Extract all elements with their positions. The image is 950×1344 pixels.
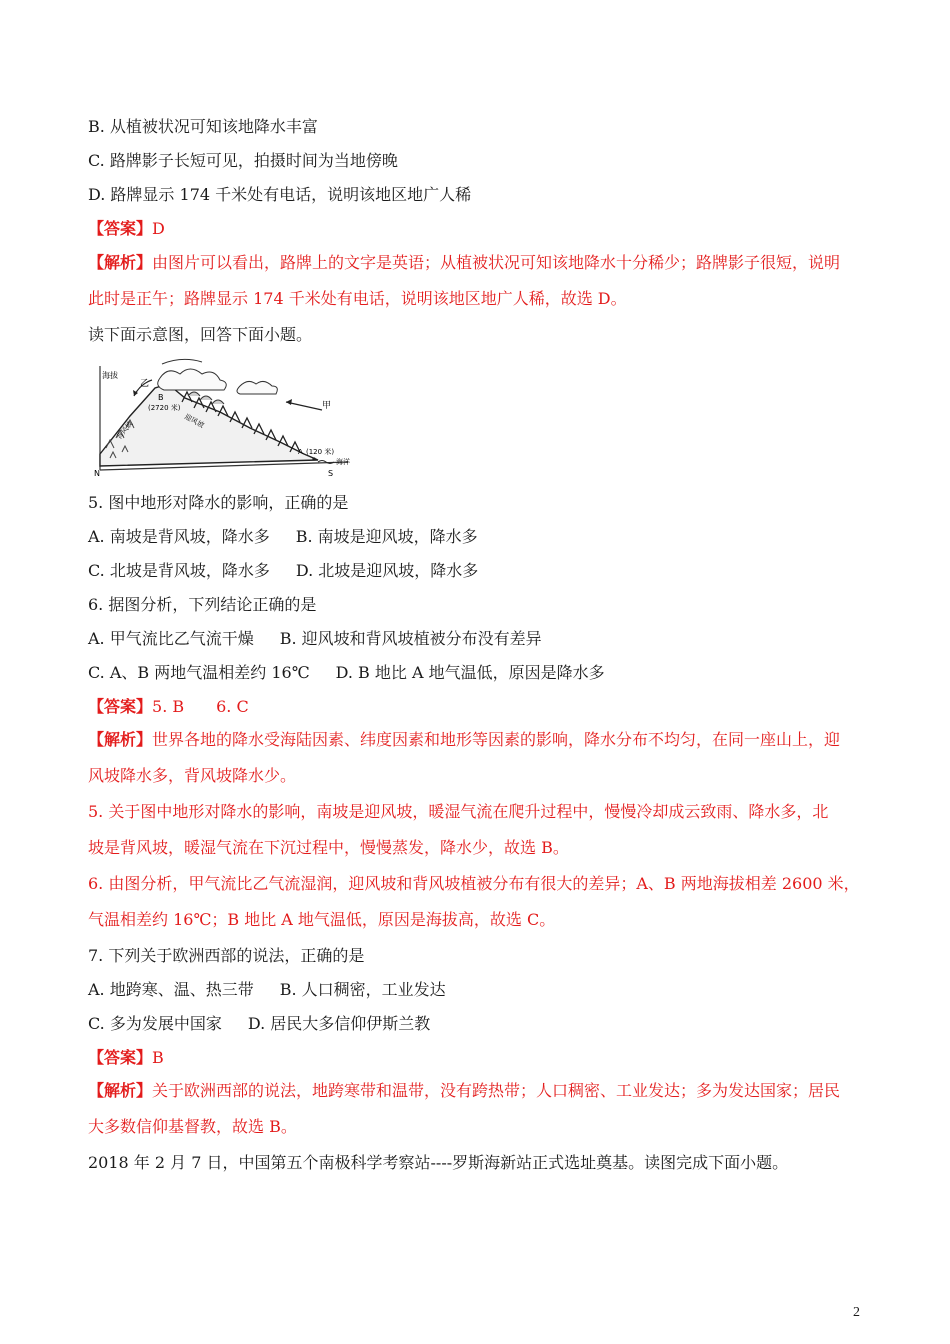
q5-explanation-line-2: 坡是背风坡，暖湿气流在下沉过程中，慢慢蒸发，降水少，故选 B。 xyxy=(88,838,569,857)
answer-tag: 【答案】 xyxy=(88,697,153,716)
q5-options-ab xyxy=(88,526,478,548)
south-label: S xyxy=(328,469,334,478)
next-section-intro: 2018 年 2 月 7 日，中国第五个南极科学考察站----罗斯海新站正式选址奠基。读图完成下面小题。 xyxy=(88,1153,789,1172)
q7-option-a: A. 地跨寒、温、热三带 xyxy=(88,980,254,999)
q7-explanation-line-2: 大多数信仰基督教，故选 B。 xyxy=(88,1117,297,1136)
cloud xyxy=(158,369,227,390)
q56-explanation-line-2: 风坡降水多，背风坡降水少。 xyxy=(88,766,297,785)
airflow-jia-arrowhead xyxy=(286,399,292,405)
q4-option-b: B. 从植被状况可知该地降水丰富 xyxy=(88,117,318,136)
explanation-tag: 【解析】 xyxy=(88,253,153,272)
q4-explanation-line-1 xyxy=(88,252,840,274)
cloud-small xyxy=(237,381,277,394)
q5-options-cd xyxy=(88,560,478,582)
answer-tag: 【答案】 xyxy=(88,219,153,238)
peak-label: B xyxy=(158,393,164,402)
q6-option-b: B. 迎风坡和背风坡植被分布没有差异 xyxy=(279,629,542,648)
q7-answer xyxy=(88,1047,164,1069)
q7-option-d: D. 居民大多信仰伊斯兰教 xyxy=(247,1014,431,1033)
airflow-curve xyxy=(162,359,202,364)
explanation-text: 世界各地的降水受海陆因素、纬度因素和地形等因素的影响，降水分布不均匀，在同一座山上，迎 xyxy=(152,730,841,749)
ocean-label: 海洋 xyxy=(336,458,350,466)
point-a-label: A xyxy=(298,448,303,456)
q6-explanation-line-2: 气温相差约 16℃；B 地比 A 地气温低，原因是海拔高，故选 C。 xyxy=(88,910,556,929)
q56-intro: 读下面示意图，回答下面小题。 xyxy=(88,325,313,344)
q5-option-c: C. 北坡是背风坡，降水多 xyxy=(88,561,270,580)
windward-slope-label: 迎风坡 xyxy=(183,412,206,430)
point-a-marker xyxy=(312,457,315,460)
answer-value: 5. B 6. C xyxy=(152,697,249,716)
q56-explanation-line-1 xyxy=(88,729,840,751)
q7-explanation-line-1 xyxy=(88,1080,840,1102)
q6-option-a: A. 甲气流比乙气流干燥 xyxy=(88,629,254,648)
mountain-precipitation-diagram xyxy=(90,356,360,478)
leeward-slope-label: 背风坡 xyxy=(115,419,135,442)
q5-stem: 5. 图中地形对降水的影响，正确的是 xyxy=(88,493,349,512)
q7-stem: 7. 下列关于欧洲西部的说法，正确的是 xyxy=(88,946,365,965)
answer-value: B xyxy=(152,1048,164,1067)
q7-options-ab xyxy=(88,979,446,1001)
explanation-text: 由图片可以看出，路牌上的文字是英语；从植被状况可知该地降水十分稀少；路牌影子很短，说明 xyxy=(152,253,841,272)
q5-option-b: B. 南坡是迎风坡，降水多 xyxy=(295,527,478,546)
explanation-tag: 【解析】 xyxy=(88,730,153,749)
q56-answer xyxy=(88,696,249,718)
q7-option-b: B. 人口稠密，工业发达 xyxy=(279,980,446,999)
north-label: N xyxy=(94,469,100,478)
q4-option-c: C. 路牌影子长短可见，拍摄时间为当地傍晚 xyxy=(88,151,398,170)
q4-answer xyxy=(88,218,165,240)
q6-option-d: D. B 地比 A 地气温低，原因是降水多 xyxy=(335,663,605,682)
answer-value: D xyxy=(152,219,165,238)
q6-options-ab xyxy=(88,628,542,650)
point-a-altitude: (120 米) xyxy=(306,448,335,456)
peak-altitude: (2720 米) xyxy=(148,404,181,412)
answer-tag: 【答案】 xyxy=(88,1048,153,1067)
q7-option-c: C. 多为发展中国家 xyxy=(88,1014,222,1033)
y-axis-label: 海拔 xyxy=(102,371,118,380)
q5-explanation-line-1: 5. 关于图中地形对降水的影响，南坡是迎风坡，暖湿气流在爬升过程中，慢慢冷却成云致雨、降水多，北 xyxy=(88,802,829,821)
q6-options-cd xyxy=(88,662,605,684)
q4-option-d: D. 路牌显示 174 千米处有电话，说明该地区地广人稀 xyxy=(88,185,472,204)
page-number: 2 xyxy=(853,1305,860,1320)
q6-stem: 6. 据图分析，下列结论正确的是 xyxy=(88,595,317,614)
q6-option-c: C. A、B 两地气温相差约 16℃ xyxy=(88,663,310,682)
q5-option-d: D. 北坡是迎风坡，降水多 xyxy=(295,561,479,580)
q7-options-cd xyxy=(88,1013,430,1035)
airflow-jia-arrow xyxy=(286,402,322,410)
q4-explanation-line-2: 此时是正午；路牌显示 174 千米处有电话，说明该地区地广人稀，故选 D。 xyxy=(88,289,627,308)
airflow-jia-label: 甲 xyxy=(322,401,332,411)
airflow-yi-label: 乙 xyxy=(140,379,150,389)
explanation-text: 关于欧洲西部的说法，地跨寒带和温带，没有跨热带；人口稠密、工业发达；多为发达国家；居民 xyxy=(152,1081,841,1100)
q5-option-a: A. 南坡是背风坡，降水多 xyxy=(88,527,270,546)
q6-explanation-line-1: 6. 由图分析，甲气流比乙气流湿润，迎风坡和背风坡植被分布有很大的差异；A、B 两地海拔相差 2600 米， xyxy=(88,874,860,893)
explanation-tag: 【解析】 xyxy=(88,1081,153,1100)
